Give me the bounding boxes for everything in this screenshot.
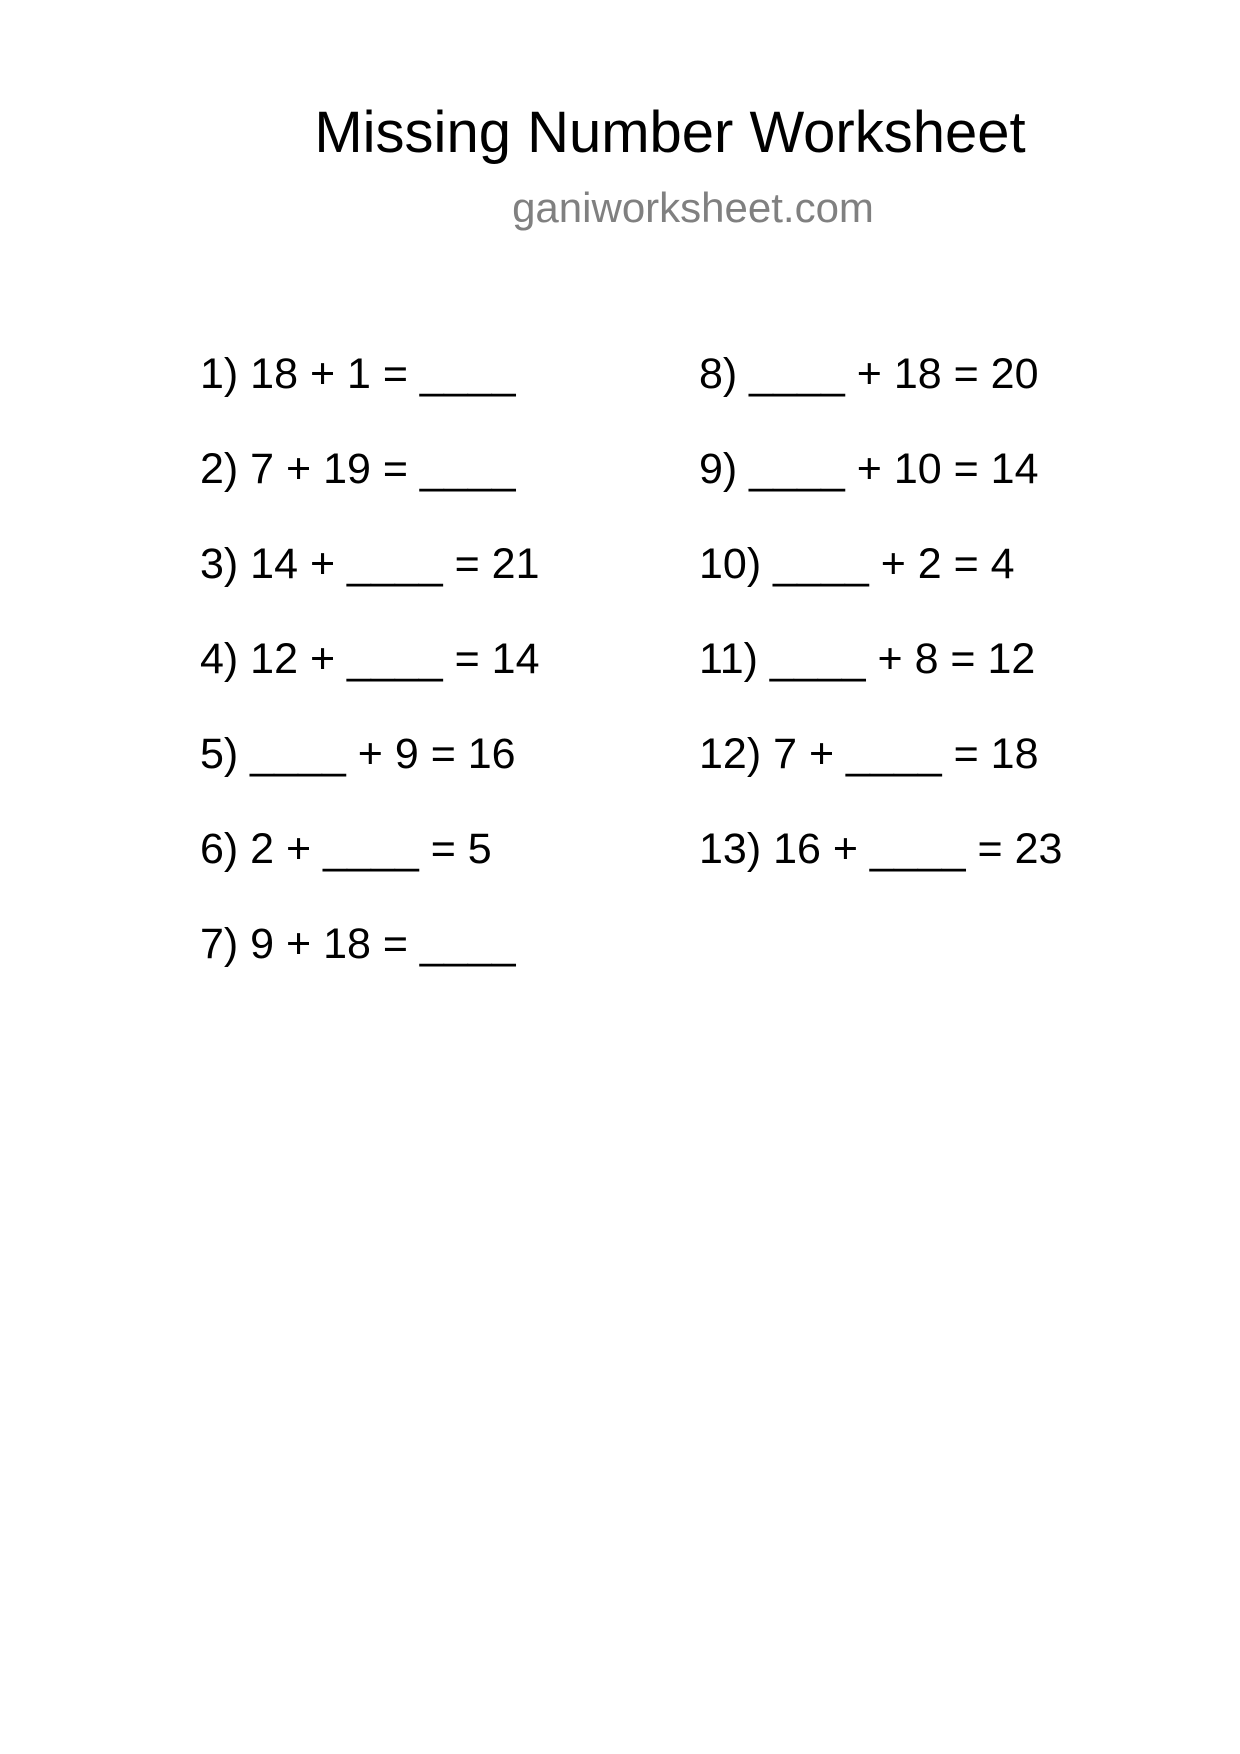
page-title: Missing Number Worksheet xyxy=(314,100,1026,165)
problem-9: 9) ____ + 10 = 14 xyxy=(699,445,1039,493)
problem-11: 11) ____ + 8 = 12 xyxy=(699,635,1036,683)
problem-12: 12) 7 + ____ = 18 xyxy=(699,730,1039,778)
problem-10: 10) ____ + 2 = 4 xyxy=(699,540,1015,588)
problems-column-right xyxy=(699,348,1062,918)
problem-6: 6) 2 + ____ = 5 xyxy=(200,825,492,873)
problem-3: 3) 14 + ____ = 21 xyxy=(200,540,540,588)
website-label: ganiworksheet.com xyxy=(512,184,874,231)
problem-13: 13) 16 + ____ = 23 xyxy=(699,825,1063,873)
problem-2: 2) 7 + 19 = ____ xyxy=(200,445,516,493)
problem-8: 8) ____ + 18 = 20 xyxy=(699,350,1039,398)
problem-1: 1) 18 + 1 = ____ xyxy=(200,350,516,398)
problems-column-left xyxy=(200,348,540,1013)
problem-4: 4) 12 + ____ = 14 xyxy=(200,635,540,683)
problem-5: 5) ____ + 9 = 16 xyxy=(200,730,516,778)
problem-7: 7) 9 + 18 = ____ xyxy=(200,920,516,968)
